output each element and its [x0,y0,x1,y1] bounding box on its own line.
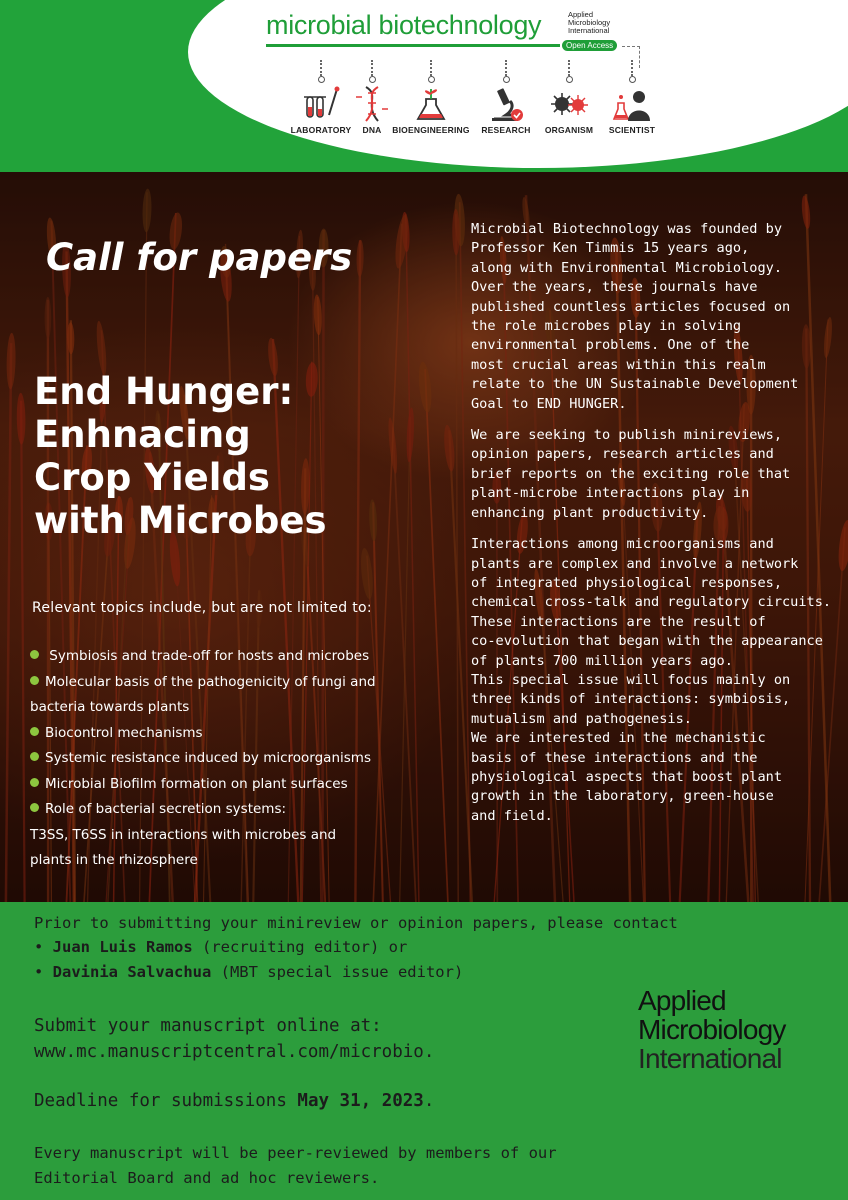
submission-info [0,902,848,1200]
topic-item: Systemic resistance induced by microorganisms [30,746,460,772]
topics-intro: Relevant topics include, but are not limited to: [32,600,372,616]
submission-link[interactable]: www.mc.manuscriptcentral.com/microbio. [34,1042,435,1062]
topic-item: plants in the rhizosphere [30,852,198,868]
title-line: End Hunger: [34,370,294,413]
deadline: Deadline for submissions May 31, 2023. [34,1091,435,1111]
scientist-icon [590,83,674,125]
description-paragraph: Microbial Biotechnology was founded by Professor Ken Timmis 15 years ago, along with Environmental Microbiology. Over the years, these journals have published countless articles focused on the role microbes play in solving environmental problems. One of the most crucial areas within this realm relate to the UN Sustainable Development Goal to END HUNGER. [471,221,799,412]
header-banner [0,0,848,172]
title-line: Enhnacing [34,413,251,456]
description-paragraph: We are seeking to publish minireviews, opinion papers, research articles and brief reports on the exciting role that plant-microbe interactions play in enhancing plant productivity. [471,427,791,521]
topic-item: bacteria towards plants [30,699,190,715]
connector-line [622,46,640,47]
title-line: with Microbes [34,499,327,542]
journal-title-underline [266,44,560,47]
submit-label: Submit your manuscript online at: [34,1016,382,1036]
bullet-icon [30,727,39,736]
bioengineering-item: BIOENGINEERING [389,60,473,135]
description-column [471,220,843,826]
title-line: Crop Yields [34,456,270,499]
hero-section [0,172,848,902]
topic-item: Molecular basis of the pathogenicity of fungi and [30,670,460,696]
journal-title: microbial biotechnology [266,10,542,40]
dna-item: DNA [330,60,414,135]
bullet-icon [30,803,39,812]
editor-name: Davinia Salvachua [52,963,212,981]
bullet-icon [30,676,39,685]
research-item: RESEARCH [464,60,548,135]
laboratory-item: LABORATORY [279,60,363,135]
deadline-date: May 31, 2023 [297,1091,424,1111]
editor-name: Juan Luis Ramos [52,938,193,956]
bullet-icon [30,778,39,787]
topic-item: Symbiosis and trade-off for hosts and microbes [30,644,460,670]
flask-plant-icon [389,83,473,125]
description-paragraph: Interactions among microorganisms and plants are complex and involve a network of integrated physiological responses, chemical cross-talk and regulatory circuits. These interactions are the result of co-evolution that began with the appearance of plants 700 million years ago. This special issue will focus mainly on three kinds of interactions: symbiosis, mutualism and pathogenesis. We are interested in the mechanistic basis of these interactions and the physiological aspects that boost plant growth in the laboratory, green-house and field. [471,536,832,824]
contact-special-issue-editor: • Davinia Salvachua (MBT special issue editor) [34,963,464,981]
call-for-papers-heading: Call for papers [46,236,353,279]
open-access-badge: Open Access [562,40,617,51]
bullet-icon [30,650,39,659]
contact-recruiting-editor: • Juan Luis Ramos (recruiting editor) or [34,938,408,956]
peer-review-note: Editorial Board and ad hoc reviewers. [34,1169,380,1187]
ami-logo: Applied Microbiology International [638,985,786,1074]
contact-intro: Prior to submitting your minireview or opinion papers, please contact [34,914,678,932]
topic-item: T3SS, T6SS in interactions with microbes and [30,826,337,843]
peer-review-note: Every manuscript will be peer-reviewed by members of our [34,1144,557,1162]
scientist-item: SCIENTIST [590,60,674,135]
topic-item: Microbial Biofilm formation on plant surfaces [30,772,460,798]
topics-list [30,644,460,874]
special-issue-title [34,370,326,542]
publisher-mini-logo: Applied Microbiology International [568,10,611,35]
bullet-icon [30,752,39,761]
topic-item: Biocontrol mechanisms [30,721,460,747]
topic-item: Role of bacterial secretion systems: [30,797,460,823]
organism-item: ORGANISM [527,60,611,135]
